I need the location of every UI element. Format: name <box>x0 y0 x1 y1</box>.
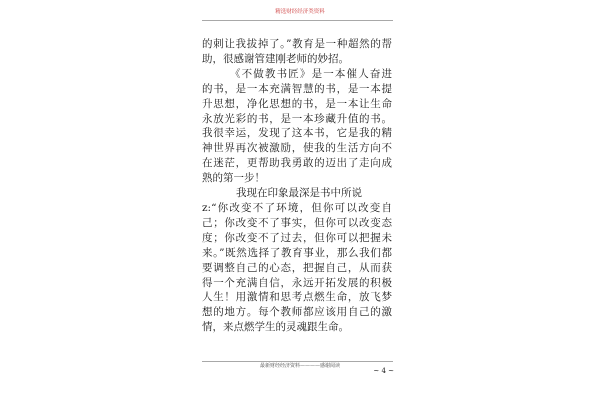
header-rule <box>202 20 393 21</box>
page-header: 精选财经经济类资料 <box>275 9 325 15</box>
text-line: 来。”既然选择了教育事业，那么我们都 <box>202 246 392 259</box>
text-line: 情，来点燃学生的灵魂跟生命。 <box>202 321 349 334</box>
paragraph <box>202 37 392 67</box>
text-line: 要调整自己的心态，把握自己，从而获 <box>202 261 392 274</box>
text-line: z:“你改变不了环境，但你可以改变自 <box>202 201 392 214</box>
text-line: 永放光彩的书，是一本珍藏升值的书。 <box>202 112 392 125</box>
text-line: 人生！用激情和思考点燃生命，放飞梦 <box>202 291 392 304</box>
text-line: 助，很感谢管建刚老师的妙招。 <box>202 52 349 65</box>
page-body <box>202 37 392 335</box>
text-line: 得一个充满自信，永远开拓发展的积极 <box>202 276 392 289</box>
text-line: 升思想，净化思想的书，是一本让生命 <box>202 97 392 110</box>
text-line: 在迷茫，更帮助我勇敢的迈出了走向成 <box>202 157 392 170</box>
paragraph <box>202 186 392 335</box>
text-line: 度；你改变不了过去，但你可以把握未 <box>202 231 392 244</box>
page-footer: 最新财经经济资料————感谢阅读 <box>259 363 340 369</box>
page-number: ~ 4 ~ <box>373 367 394 375</box>
text-line: 神世界再次被激励，使我的生活方向不 <box>202 142 392 155</box>
text-line: 想的地方。每个教师都应该用自己的激 <box>202 306 392 319</box>
text-line: 我现在印象最深是书中所说 <box>236 187 362 200</box>
footer-rule <box>202 361 393 362</box>
text-line: 熟的第一步！ <box>202 172 265 185</box>
text-line: 的书，是一本充满智慧的书，是一本提 <box>202 82 392 95</box>
paragraph <box>202 67 392 186</box>
text-line: 的刺让我拔掉了。”教育是一种超然的帮 <box>202 38 392 50</box>
text-line: 我很幸运，发现了这本书，它是我的精 <box>202 127 392 140</box>
text-line: 《不做教书匠》是一本催人奋进 <box>230 67 392 80</box>
text-line: 己；你改变不了事实，但你可以改变态 <box>202 216 392 229</box>
